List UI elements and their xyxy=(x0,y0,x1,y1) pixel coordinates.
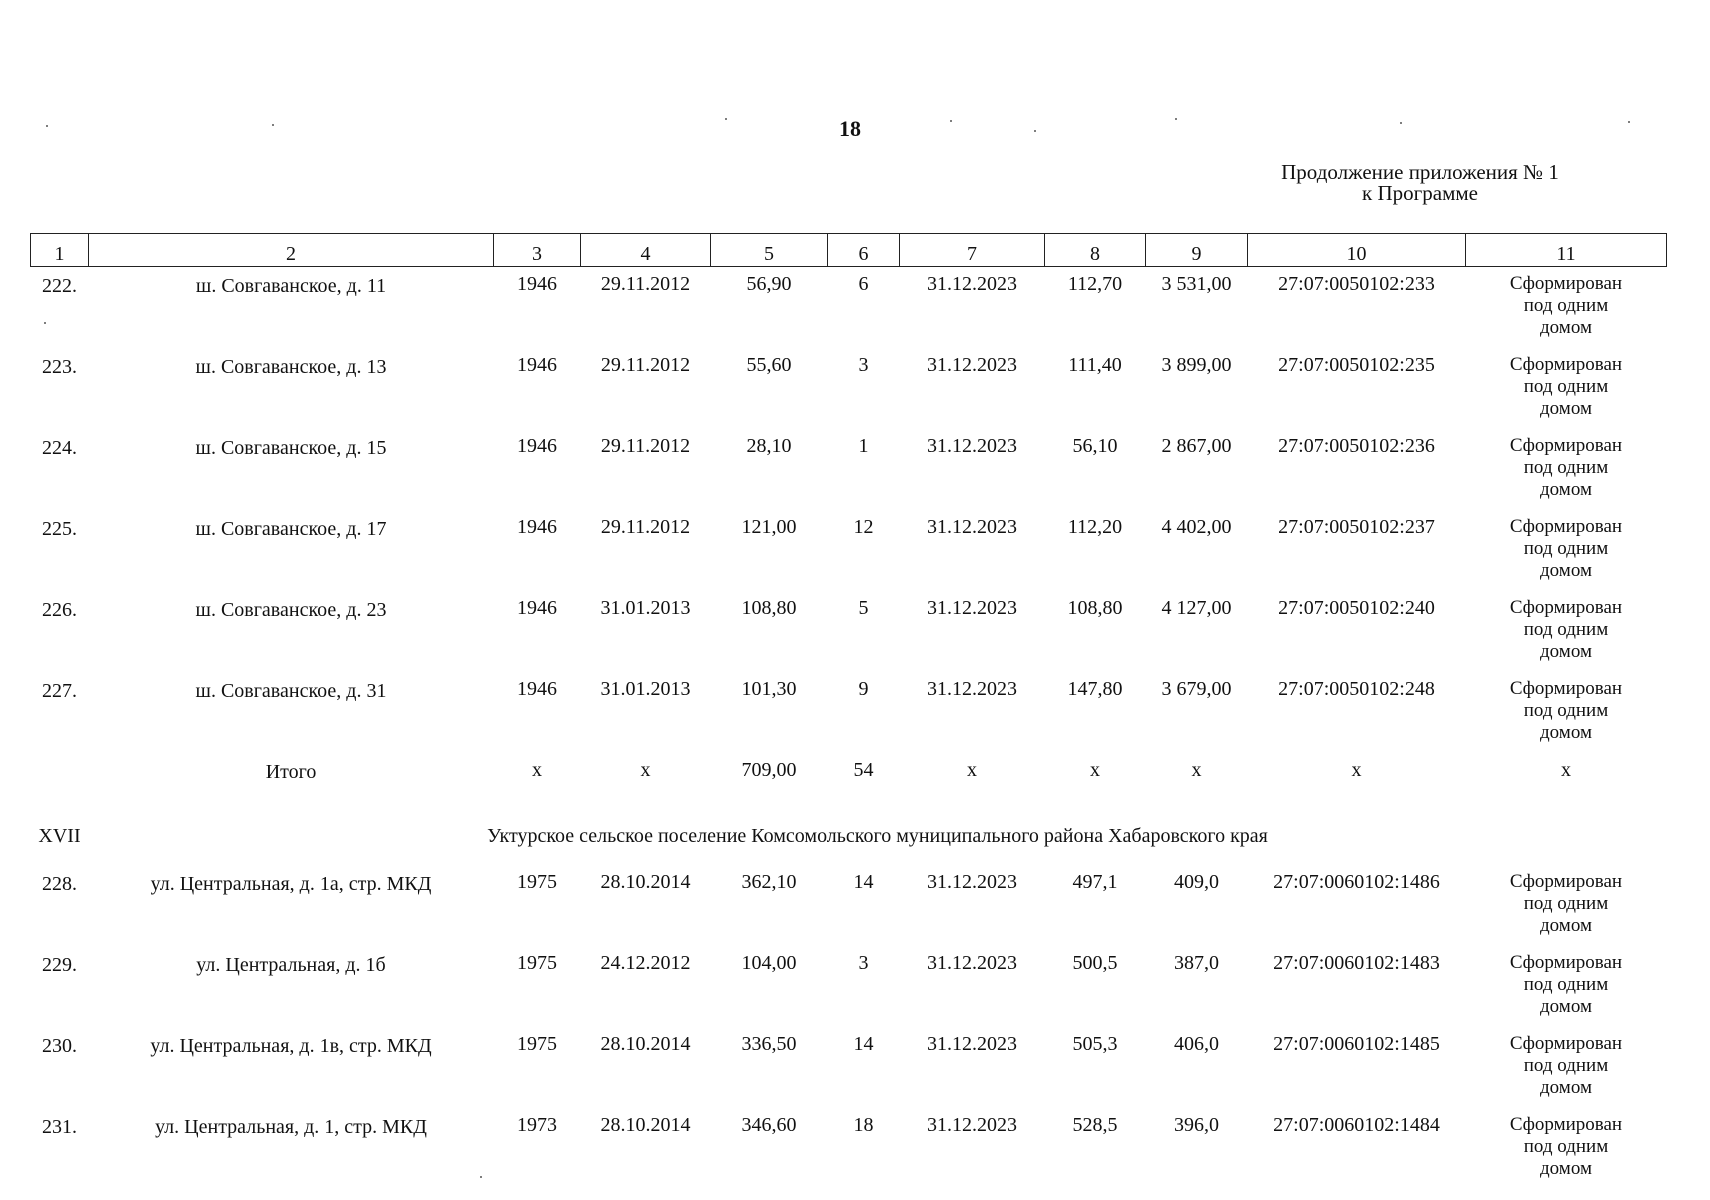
recognition-date-cell: 29.11.2012 xyxy=(600,273,691,295)
cadastral-number-cell: 27:07:0050102:237 xyxy=(1278,516,1435,538)
area-cell: 362,10 xyxy=(741,871,797,893)
land-status-line: под одним xyxy=(1523,700,1609,721)
row-number: 228. xyxy=(42,873,77,895)
year-built-cell: 1946 xyxy=(517,516,557,538)
cadastral-number-cell: 27:07:0050102:240 xyxy=(1278,597,1435,619)
land-status-cell xyxy=(1466,865,1667,946)
scan-speck xyxy=(272,124,274,126)
land-area-cell: 3 531,00 xyxy=(1161,273,1232,295)
land-status-line: домом xyxy=(1540,479,1592,500)
area-cell: 104,00 xyxy=(741,952,797,974)
address-cell: ул. Центральная, д. 1, стр. МКД xyxy=(155,1116,427,1138)
address-cell: ш. Совгаванское, д. 17 xyxy=(195,518,387,540)
address-cell: ул. Центральная, д. 1а, стр. МКД xyxy=(150,873,432,895)
address-cell: ш. Совгаванское, д. 13 xyxy=(195,356,387,378)
column-header-2: 2 xyxy=(89,234,494,267)
resettlement-date-cell: 31.12.2023 xyxy=(927,678,1017,700)
resettlement-date-cell: 31.12.2023 xyxy=(927,273,1017,295)
scan-speck xyxy=(1400,122,1402,124)
scan-speck xyxy=(1034,130,1036,132)
column-header-9: 9 xyxy=(1146,234,1248,267)
land-status-line: под одним xyxy=(1523,1136,1609,1157)
residents-cell: 12 xyxy=(853,516,874,538)
cadastral-number-cell: 27:07:0060102:1484 xyxy=(1273,1114,1440,1136)
land-status-cell xyxy=(1466,672,1667,753)
land-area-cell: 4 402,00 xyxy=(1161,516,1232,538)
area-cell: 346,60 xyxy=(741,1114,797,1136)
residents-cell: 1 xyxy=(858,435,869,457)
year-built-cell: 1946 xyxy=(517,435,557,457)
area-cell: 336,50 xyxy=(741,1033,797,1055)
column-header-6: 6 xyxy=(828,234,900,267)
land-status-cell xyxy=(1466,591,1667,672)
row-number: 226. xyxy=(42,599,77,621)
housing-registry-table xyxy=(30,233,1667,1189)
cadastral-number-cell: 27:07:0050102:248 xyxy=(1278,678,1435,700)
row-number: 231. xyxy=(42,1116,77,1138)
section-heading-row xyxy=(31,825,1667,865)
land-area-cell: 3 679,00 xyxy=(1161,678,1232,700)
column-header-1: 1 xyxy=(31,234,89,267)
total-area-cell: 500,5 xyxy=(1072,952,1118,974)
total-area-cell: 709,00 xyxy=(741,759,797,781)
total-residents-cell: 54 xyxy=(853,759,874,781)
residents-cell: 3 xyxy=(858,952,869,974)
year-built-cell: 1973 xyxy=(517,1114,557,1136)
residents-cell: 3 xyxy=(858,354,869,376)
address-cell: ул. Центральная, д. 1в, стр. МКД xyxy=(150,1035,432,1057)
year-built-cell: 1975 xyxy=(517,1033,557,1055)
section-title: Уктурское сельское поселение Комсомольского муниципального района Хабаровского края xyxy=(487,825,1268,847)
land-status-line: Сформирован xyxy=(1509,1033,1623,1054)
land-status-line: под одним xyxy=(1523,538,1609,559)
recognition-date-cell: 31.01.2013 xyxy=(600,597,691,619)
resettlement-date-cell: 31.12.2023 xyxy=(927,516,1017,538)
recognition-date-cell: 28.10.2014 xyxy=(600,871,691,893)
land-status-line: домом xyxy=(1540,722,1592,743)
recognition-date-cell: 28.10.2014 xyxy=(600,1114,691,1136)
recognition-date-cell: 24.12.2012 xyxy=(600,952,691,974)
total-area-cell: 56,10 xyxy=(1072,435,1118,457)
cadastral-number-cell: 27:07:0060102:1485 xyxy=(1273,1033,1440,1055)
address-cell: ул. Центральная, д. 1б xyxy=(196,954,386,976)
resettlement-date-cell: 31.12.2023 xyxy=(927,871,1017,893)
table-row xyxy=(31,267,1667,349)
row-number: 227. xyxy=(42,680,77,702)
appendix-line-2: к Программе xyxy=(1362,181,1478,205)
total-cell: х xyxy=(1351,759,1362,781)
area-cell: 101,30 xyxy=(741,678,797,700)
cadastral-number-cell: 27:07:0050102:233 xyxy=(1278,273,1435,295)
appendix-note xyxy=(1240,162,1600,204)
land-status-line: под одним xyxy=(1523,974,1609,995)
total-area-cell: 497,1 xyxy=(1072,871,1118,893)
recognition-date-cell: 29.11.2012 xyxy=(600,435,691,457)
total-area-cell: 108,80 xyxy=(1067,597,1123,619)
column-header-11: 11 xyxy=(1466,234,1667,267)
scan-speck xyxy=(46,125,48,127)
residents-cell: 18 xyxy=(853,1114,874,1136)
total-area-cell: 528,5 xyxy=(1072,1114,1118,1136)
total-row xyxy=(31,753,1667,825)
land-status-line: Сформирован xyxy=(1509,435,1623,456)
total-area-cell: 111,40 xyxy=(1068,354,1122,376)
land-area-cell: 3 899,00 xyxy=(1161,354,1232,376)
column-header-5: 5 xyxy=(711,234,828,267)
area-cell: 108,80 xyxy=(741,597,797,619)
row-number: 222. xyxy=(42,275,77,297)
appendix-line-1: Продолжение приложения № 1 xyxy=(1281,160,1559,184)
column-header-10: 10 xyxy=(1248,234,1466,267)
recognition-date-cell: 31.01.2013 xyxy=(600,678,691,700)
land-status-line: Сформирован xyxy=(1509,516,1623,537)
total-cell: х xyxy=(640,759,651,781)
year-built-cell: 1946 xyxy=(517,597,557,619)
table-row xyxy=(31,1108,1667,1189)
address-cell: ш. Совгаванское, д. 11 xyxy=(195,275,387,297)
cadastral-number-cell: 27:07:0060102:1483 xyxy=(1273,952,1440,974)
land-status-line: под одним xyxy=(1523,619,1609,640)
address-cell: ш. Совгаванское, д. 15 xyxy=(195,437,387,459)
area-cell: 28,10 xyxy=(746,435,792,457)
row-number: 230. xyxy=(42,1035,77,1057)
table-row xyxy=(31,510,1667,591)
table-row xyxy=(31,591,1667,672)
land-status-line: домом xyxy=(1540,560,1592,581)
land-status-line: под одним xyxy=(1523,295,1609,316)
total-area-cell: 112,70 xyxy=(1067,273,1123,295)
residents-cell: 9 xyxy=(858,678,869,700)
row-number: 224. xyxy=(42,437,77,459)
total-cell: х xyxy=(532,759,542,781)
land-area-cell: 387,0 xyxy=(1174,952,1219,974)
land-status-line: Сформирован xyxy=(1509,952,1623,973)
page-number: 18 xyxy=(839,116,861,141)
land-area-cell: 2 867,00 xyxy=(1161,435,1232,457)
cadastral-number-cell: 27:07:0060102:1486 xyxy=(1273,871,1440,893)
total-empty-cell xyxy=(31,753,89,825)
area-cell: 121,00 xyxy=(741,516,797,538)
land-status-line: домом xyxy=(1540,641,1592,662)
land-status-line: под одним xyxy=(1523,376,1609,397)
land-status-cell xyxy=(1466,1108,1667,1189)
scan-speck xyxy=(1628,121,1630,123)
land-status-line: домом xyxy=(1540,996,1592,1017)
land-status-cell xyxy=(1466,1027,1667,1108)
land-area-cell: 409,0 xyxy=(1174,871,1219,893)
scan-speck xyxy=(725,118,727,120)
land-status-line: под одним xyxy=(1523,457,1609,478)
land-status-cell xyxy=(1466,510,1667,591)
land-status-cell xyxy=(1466,946,1667,1027)
land-status-line: домом xyxy=(1540,398,1592,419)
resettlement-date-cell: 31.12.2023 xyxy=(927,597,1017,619)
land-area-cell: 4 127,00 xyxy=(1161,597,1232,619)
land-status-cell xyxy=(1466,267,1667,349)
land-status-line: домом xyxy=(1540,1077,1592,1098)
cadastral-number-cell: 27:07:0050102:236 xyxy=(1278,435,1435,457)
recognition-date-cell: 28.10.2014 xyxy=(600,1033,691,1055)
land-status-line: Сформирован xyxy=(1509,678,1623,699)
land-status-line: домом xyxy=(1540,317,1592,338)
year-built-cell: 1975 xyxy=(517,952,557,974)
land-status-line: Сформирован xyxy=(1509,871,1623,892)
land-status-cell xyxy=(1466,348,1667,429)
scan-speck xyxy=(950,120,952,122)
resettlement-date-cell: 31.12.2023 xyxy=(927,435,1017,457)
year-built-cell: 1975 xyxy=(517,871,557,893)
land-status-line: под одним xyxy=(1523,893,1609,914)
residents-cell: 5 xyxy=(858,597,869,619)
table-row xyxy=(31,429,1667,510)
total-cell: х xyxy=(967,759,977,781)
recognition-date-cell: 29.11.2012 xyxy=(600,354,691,376)
table-row xyxy=(31,865,1667,946)
table-row xyxy=(31,672,1667,753)
land-status-cell xyxy=(1466,429,1667,510)
area-cell: 56,90 xyxy=(746,273,792,295)
total-area-cell: 147,80 xyxy=(1067,678,1123,700)
total-label: Итого xyxy=(265,761,317,783)
scan-speck xyxy=(1175,118,1177,120)
recognition-date-cell: 29.11.2012 xyxy=(600,516,691,538)
year-built-cell: 1946 xyxy=(517,678,557,700)
table-row xyxy=(31,348,1667,429)
resettlement-date-cell: 31.12.2023 xyxy=(927,952,1017,974)
table-row xyxy=(31,946,1667,1027)
column-header-8: 8 xyxy=(1045,234,1146,267)
total-area-cell: 112,20 xyxy=(1067,516,1123,538)
resettlement-date-cell: 31.12.2023 xyxy=(927,1114,1017,1136)
resettlement-date-cell: 31.12.2023 xyxy=(927,354,1017,376)
land-area-cell: 396,0 xyxy=(1174,1114,1219,1136)
land-area-cell: 406,0 xyxy=(1174,1033,1219,1055)
land-status-line: Сформирован xyxy=(1509,1114,1623,1135)
land-status-line: Сформирован xyxy=(1509,273,1623,294)
column-header-4: 4 xyxy=(581,234,711,267)
column-header-3: 3 xyxy=(494,234,581,267)
land-status-line: домом xyxy=(1540,915,1592,936)
residents-cell: 14 xyxy=(853,1033,874,1055)
land-status-line: домом xyxy=(1540,1158,1592,1179)
land-status-line: Сформирован xyxy=(1509,354,1623,375)
land-status-line: Сформирован xyxy=(1509,597,1623,618)
residents-cell: 14 xyxy=(853,871,874,893)
column-header-7: 7 xyxy=(900,234,1045,267)
table-row xyxy=(31,1027,1667,1108)
total-cell: х xyxy=(1561,759,1571,781)
total-area-cell: 505,3 xyxy=(1072,1033,1118,1055)
address-cell: ш. Совгаванское, д. 31 xyxy=(195,680,387,702)
column-number-row xyxy=(31,234,1667,267)
land-status-line: под одним xyxy=(1523,1055,1609,1076)
area-cell: 55,60 xyxy=(746,354,792,376)
row-number: 225. xyxy=(42,518,77,540)
year-built-cell: 1946 xyxy=(517,273,557,295)
total-cell: х xyxy=(1191,759,1202,781)
row-number: 229. xyxy=(42,954,77,976)
resettlement-date-cell: 31.12.2023 xyxy=(927,1033,1017,1055)
section-number: XVII xyxy=(38,825,81,847)
residents-cell: 6 xyxy=(858,273,869,295)
total-cell: х xyxy=(1090,759,1100,781)
cadastral-number-cell: 27:07:0050102:235 xyxy=(1278,354,1435,376)
row-number: 223. xyxy=(42,356,77,378)
year-built-cell: 1946 xyxy=(517,354,557,376)
address-cell: ш. Совгаванское, д. 23 xyxy=(195,599,387,621)
